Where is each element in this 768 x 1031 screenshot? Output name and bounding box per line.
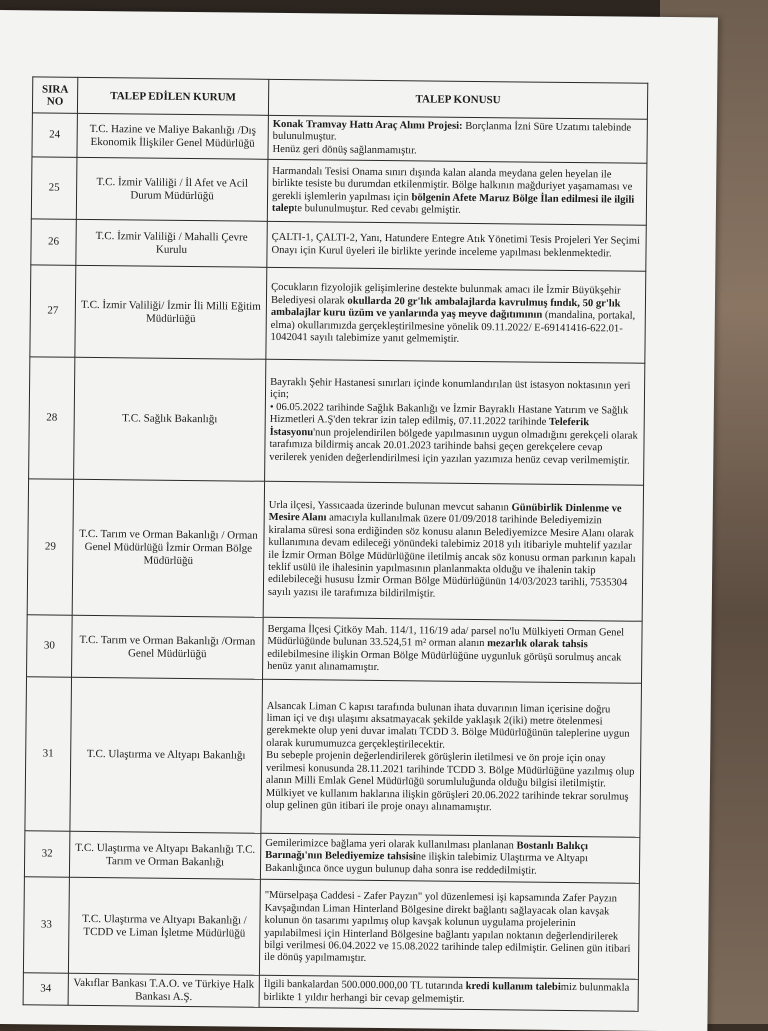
table-row [30,265,646,363]
row-subject [263,481,643,621]
subject-bold-text: okullarda 20 gr'lık ambalajlarda kavrulmuş fındık, 50 gr'lık ambalajlar kuru üzüm ve yanlarında yaş meyve dağıtımının [270,295,621,321]
row-number: 25 [31,157,77,219]
header-no: SIRA NO [32,77,77,113]
subject-text: amacıyla kullanılmak üzere 01/09/2018 tarihinde Belediyemizin kiralama süresi sona erdiğinden söz konusu alanın Belediyemizce Mesire Alanı olarak kullanımına devam edileceği yönündeki talebimiz 2018 yılı itibariyle muhtelif yazılar ile İzmir Orman Bölge Müdürlüğüne iletilmiş ancak söz konusu orman parkının kapalı teklif usülü ile ihalesinin yapılmasının planlanmakta olduğu ve ihalenin takip edilebileceği hususu İzmir Orman Bölge Müdürlüğünün 14/03/2023 tarihli, 7535304 sayılı yazısı ile tarafımıza bildirilmiştir. [267,512,636,600]
subject-text: Borçlanma İzni Süre Uzatımı talebinde bulunulmuştur. [272,120,632,143]
subject-text: Çocukların fizyolojik gelişimlerine destekte bulunmak amacı ile İzmir Büyükşehir Belediyesi olarak [270,282,621,307]
subject-text: miz bulunmakla birlikte 1 yıldır herhangi bir cevap gelmemiştir. [263,982,630,1005]
subject-text: İlgili bankalardan 500.000.000,00 TL tutarında [263,978,466,993]
row-number: 33 [23,877,69,973]
subject-bold-text: Günübirlik Dinlenme ve Mesire Alanı [268,502,622,524]
row-subject [261,679,642,837]
row-institution: T.C. Tarım ve Orman Bakanlığı /Orman Genel Müdürlüğü [72,615,264,679]
row-institution: T.C. Ulaştırma ve Altyapı Bakanlığı T.C. Tarım ve Orman Bakanlığı [69,831,260,879]
row-institution: T.C. Hazine ve Maliye Bakanlığı /Dış Ekonomik İlişkiler Genel Müdürlüğü [77,113,268,159]
request-table [23,76,649,1011]
row-number: 30 [27,615,73,677]
row-number: 29 [27,479,73,615]
table-row [24,831,639,883]
row-subject [268,115,647,163]
table-row [31,157,647,225]
row-institution: T.C. İzmir Valiliği / İl Afet ve Acil Durum Müdürlüğü [76,157,268,221]
subject-text: 'nun projelendirilen bölgede yapılmasının uygun olmadığını gerekçeli olarak tarafımıza bildirmiş ancak 20.01.2023 tarihinde bahsi geçen gerekçelere cevap verilerek yeniden değerlendirilmesi için yazılan yazımıza henüz cevap verilmemiştir. [269,427,638,467]
subject-bold-text: Konak Tramvay Hattı Araç Alımı Projesi: [272,118,463,132]
row-number: 34 [23,973,68,1005]
row-subject [265,359,645,485]
row-institution: T.C. Sağlık Bakanlığı [74,357,266,481]
row-institution: T.C. Tarım ve Orman Bakanlığı / Orman Genel Müdürlüğü İzmir Orman Bölge Müdürlüğü [72,479,264,617]
row-subject [260,833,639,883]
header-kurum: TALEP EDİLEN KURUM [77,77,268,115]
row-number: 32 [24,831,69,877]
subject-text: • 06.05.2022 tarihinde Sağlık Bakanlığı ve İzmir Bayraklı Hastane Yatırım ve Sağlık Hizmetleri A.Ş'den tekrar izin talep edilmiş, 07.11.2022 tarihinde [269,401,629,429]
subject-text: edilebilmesine ilişkin Orman Bölge Müdürlüğüne uygunluk görüşü sorulmuş ancak henüz yanıt alınamamıştır. [267,648,622,673]
subject-text: ne ilişkin talebimiz Ulaştırma ve Altyapı Bakanlığınca önce uygun bulunup daha sonra ise reddedilmiştir. [264,851,588,877]
subject-text: Harmandalı Tesisi Onama sınırı dışında kalan alanda meydana gelen heyelan ile birlikte tesiste bu durumdan etkilenmiştir. Bölge halkının mağduriyet yaşamaması ve gerekli işlemlerin yapılması için [272,165,633,203]
table-row [23,877,639,979]
subject-text: Henüz geri dönüş sağlanmamıştır. [272,143,417,157]
table-row [31,219,646,271]
subject-text: Alsancak Liman C kapısı tarafında bulunan ihata duvarının liman içerisine doğru liman içi ve dışı ulaşımı aksatmayacak şekilde yaklaşık 2(iki) metre ötelenmesi gerekmekte olup yeni duvar imalatı TCDD 3. Bölge Müdürlüğünün taleplerine uygun olarak kurumumuzca gerçekleştirilecektir. [266,700,630,751]
subject-text: Bayraklı Şehir Hastanesi sınırları içinde konumlandırılan üst istasyon noktasının yeri için; [269,376,631,401]
subject-text: Bergama İlçesi Çitköy Mah. 114/1, 116/19 ada/ parsel no'lu Mülkiyeti Orman Genel Müdürlüğünde bulunan 33.524,51 m² orman alanın [267,623,625,650]
row-number: 26 [31,219,76,265]
table-row [29,357,645,485]
table-row [27,615,643,683]
subject-text: Mülkiyet ve kullanım haklarına ilişkin görüşleri 20.06.2022 tarihinde tekrar sorulmuş olup gelinen gün itibari ile proje onayı alınamamıştır. [265,787,629,814]
subject-text: te bulunulmuştur. Red cevabı gelmiştir. [294,202,461,216]
header-konu: TALEP KONUSU [268,79,647,119]
table-row [32,113,647,163]
subject-text: Bu sebeple projenin değerlendirilerek görüşlerin iletilmesi ve ön proje için onay verilmesi konusunda 28.11.2021 tarihinde TCDD 3. Bölge Müdürlüğüne yazılmış olup alanın Milli Emlak Genel Müdürlüğü sorumluluğunda olduğu bilgisi iletilmiştir. [265,750,635,790]
row-institution: T.C. İzmir Valiliği/ İzmir İli Milli Eğitim Müdürlüğü [75,265,267,359]
table-row [25,677,642,837]
table-row [27,479,643,621]
row-number: 27 [30,265,76,357]
subject-bold-text: Bostanlı Balıkçı Barınağı'nın Belediyemize tahsisi [265,840,589,863]
row-number: 28 [29,357,75,479]
row-subject [267,221,646,271]
row-institution: T.C. Ulaştırma ve Altyapı Bakanlığı [70,677,263,833]
row-subject [259,975,638,1011]
subject-text: Urla ilçesi, Yassıcaada üzerinde bulunan mevcut sahanın [268,499,512,514]
row-subject [259,879,639,979]
row-subject [267,159,647,225]
subject-bold-text: Teleferik İstasyonu [269,417,590,439]
subject-text: Gemilerimizce bağlama yeri olarak kullanılması planlanan [265,837,517,852]
row-institution: T.C. İzmir Valiliği / Mahalli Çevre Kurulu [76,219,267,267]
subject-bold-text: bölgenin Afete Maruz Bölge İlan edilmesi ile ilgili talep [271,191,635,214]
subject-text: "Mürselpaşa Caddesi - Zafer Payzın" yol düzenlemesi işi kapsamında Zafer Payzın Kavşağından Liman Hinterland Bölgesine direkt bağlantı sağlayacak olan kavşak kolunun ön tasarımı yapılmış olup kavşak kolunun uygulama projelerinin yapılabilmesi için Hinterland Bölgesine bağlantı yapılan noktanın değerlendirilerek bilgi verilmesi 06.04.2022 ve 15.08.2022 tarihinde talep edilmiştir. Gelinen gün itibari ile dönüş yapılmamıştır. [264,890,631,965]
row-number: 31 [25,677,72,831]
subject-bold-text: mezarlık olarak tahsis [487,638,588,651]
row-subject [266,267,646,363]
document-page [0,10,718,1031]
row-number: 24 [32,113,77,157]
table-body [23,113,647,1011]
row-institution: T.C. Ulaştırma ve Altyapı Bakanlığı / TCDD ve Liman İşletme Müdürlüğü [68,877,260,975]
table-row [23,973,638,1011]
row-subject [263,617,643,683]
subject-bold-text: kredi kullanım talebi [465,981,561,994]
row-institution: Vakıflar Bankası T.A.O. ve Türkiye Halk Bankası A.Ş. [68,973,259,1007]
subject-text: ÇALTI-1, ÇALTI-2, Yanı, Hatundere Entegre Atık Yönetimi Tesis Projeleri Yer Seçimi Onayı için Kurul üyeleri ile birlikte yerinde inceleme yapılması beklenmektedir. [271,231,641,259]
subject-text: (mandalina, portakal, elma) okullarımızda gerçekleştirilmesine yönelik 09.11.2022/ E-69141416-622.01-1042041 sayılı talebimize yanıt gelmemiştir. [270,309,636,345]
